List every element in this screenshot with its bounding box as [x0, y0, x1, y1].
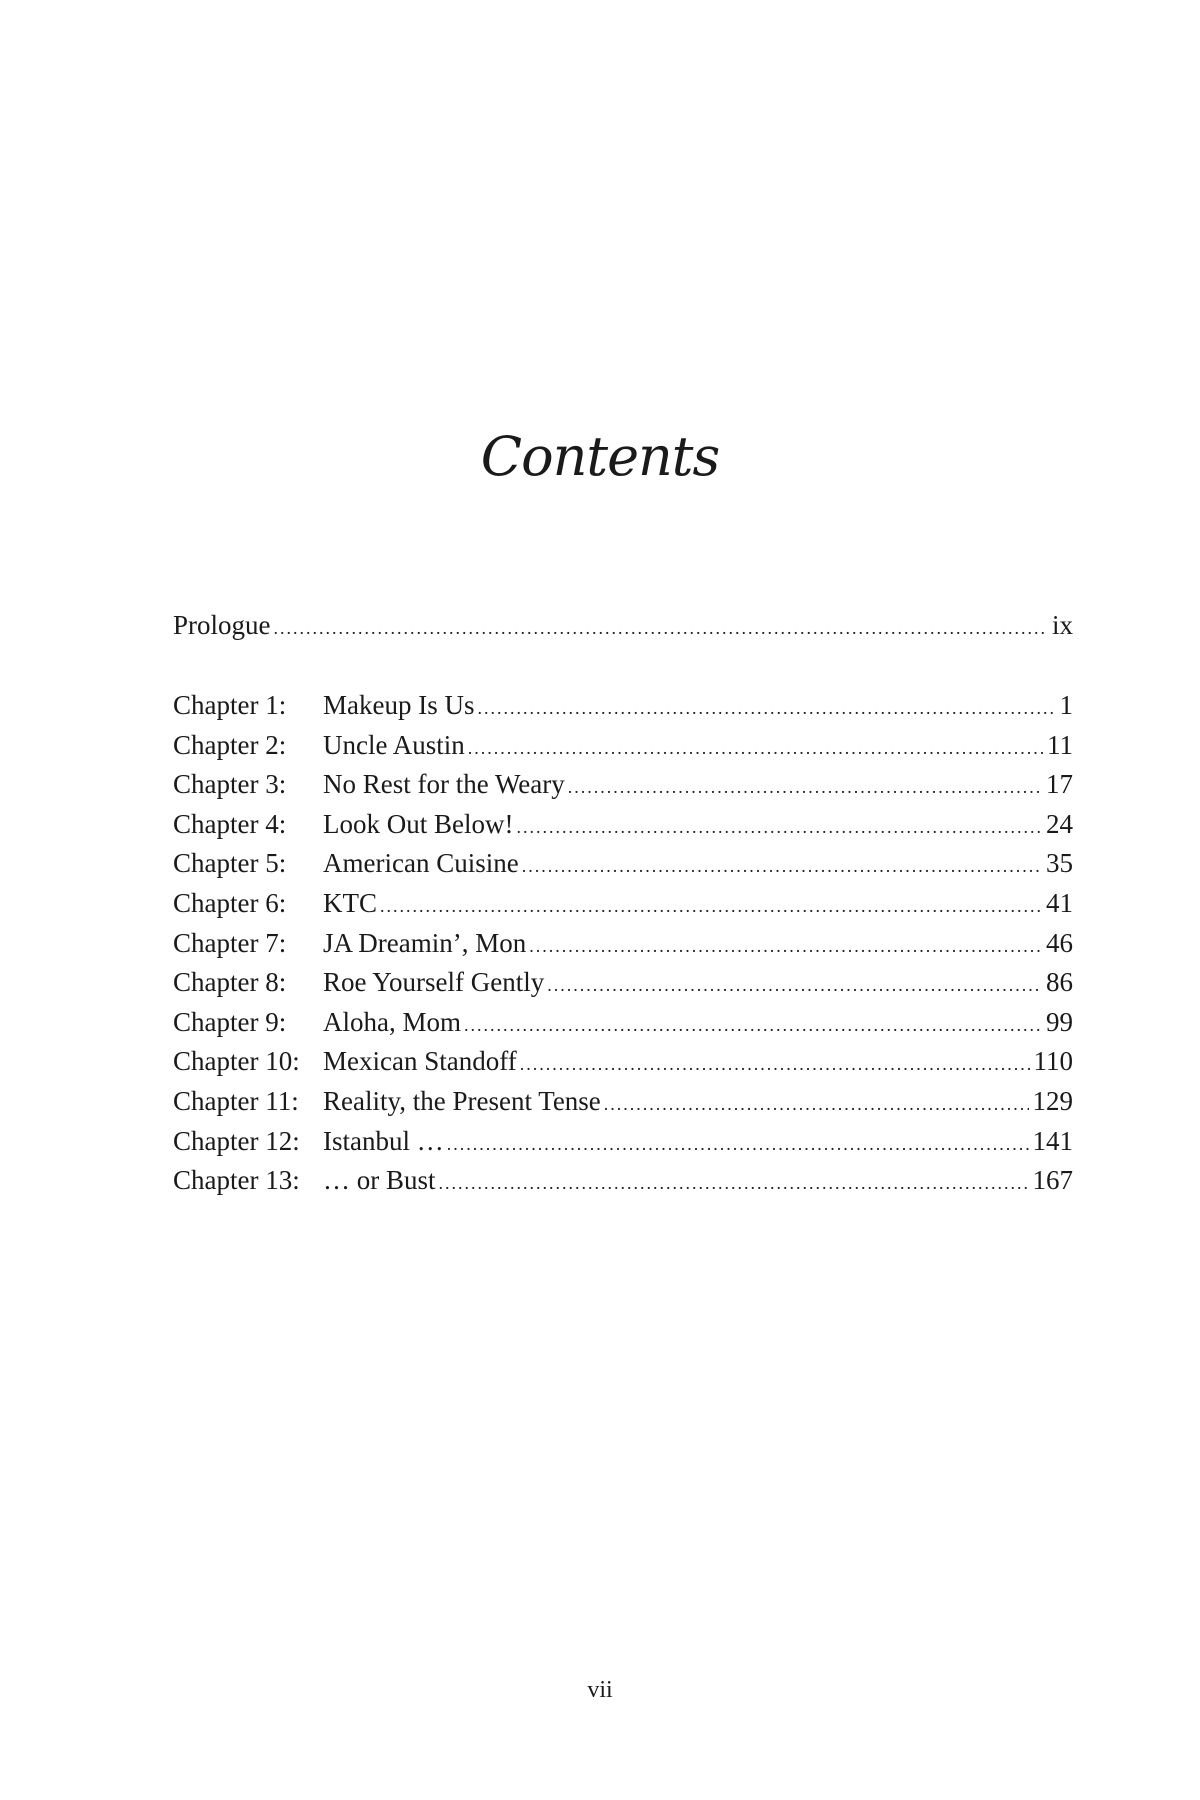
- toc-page-number: 17: [1046, 769, 1073, 800]
- chapter-label: Chapter 10:: [173, 1046, 300, 1077]
- toc-entry[interactable]: [173, 1161, 1073, 1201]
- toc-entry[interactable]: [173, 1082, 1073, 1122]
- toc-entry-title: JA Dreamin’, Mon: [323, 927, 527, 958]
- dot-leader: [604, 1085, 1029, 1125]
- toc-entry[interactable]: [173, 1003, 1073, 1043]
- toc-page-number: 129: [1032, 1085, 1073, 1116]
- toc-entry-title: Uncle Austin: [323, 729, 465, 760]
- dot-leader: [274, 609, 1048, 649]
- dot-leader: [568, 768, 1042, 808]
- page-number: vii: [587, 1677, 613, 1703]
- toc-entry[interactable]: [173, 606, 1073, 646]
- chapter-label: Chapter 6:: [173, 887, 287, 918]
- dot-leader: [547, 966, 1042, 1006]
- chapter-label: Chapter 2:: [173, 729, 287, 760]
- toc-entry-title: Makeup Is Us: [323, 690, 475, 720]
- chapter-label: Chapter 7:: [173, 927, 287, 958]
- toc-entry[interactable]: [173, 1042, 1073, 1082]
- toc-entry-title: Aloha, Mom: [323, 1006, 461, 1037]
- toc-entry[interactable]: [173, 963, 1073, 1003]
- toc-entry-title: KTC: [323, 887, 377, 918]
- dot-leader: [464, 1006, 1042, 1046]
- chapter-label: Chapter 8:: [173, 967, 287, 998]
- toc-page-number: 35: [1046, 848, 1073, 879]
- chapter-label: Chapter 9:: [173, 1006, 287, 1037]
- toc-entry-title: Prologue: [173, 610, 271, 640]
- dot-leader: [477, 689, 1055, 729]
- toc-page-number: 167: [1032, 1165, 1073, 1196]
- chapter-label: Chapter 4:: [173, 808, 287, 839]
- toc-entry-title: Look Out Below!: [323, 808, 514, 839]
- chapter-label: Chapter 13:: [173, 1165, 300, 1196]
- toc-page-number: 99: [1046, 1006, 1073, 1037]
- toc-page-number: 24: [1046, 808, 1073, 839]
- chapter-label: Chapter 5:: [173, 848, 287, 879]
- toc-entry[interactable]: [173, 924, 1073, 964]
- toc-page-number: ix: [1051, 610, 1073, 640]
- dot-leader: [380, 887, 1042, 927]
- toc-entry[interactable]: [173, 765, 1073, 805]
- toc-entry[interactable]: [173, 884, 1073, 924]
- toc-entry-title: No Rest for the Weary: [323, 769, 565, 800]
- dot-leader: [468, 729, 1043, 769]
- chapter-label: Chapter 12:: [173, 1125, 300, 1156]
- dot-leader: [447, 1125, 1029, 1165]
- toc-page-number: 86: [1046, 967, 1073, 998]
- toc-entry[interactable]: [173, 844, 1073, 884]
- toc-page-number: 11: [1047, 729, 1073, 760]
- page-title: Contents: [480, 425, 720, 488]
- toc-entry-title: Mexican Standoff: [323, 1046, 517, 1077]
- dot-leader: [529, 927, 1042, 967]
- toc-entry[interactable]: [173, 686, 1073, 726]
- toc-page-number: 1: [1059, 690, 1073, 720]
- dot-leader: [522, 847, 1042, 887]
- dot-leader: [520, 1045, 1030, 1085]
- toc-entry-title: American Cuisine: [323, 848, 519, 879]
- toc-entry-title: Reality, the Present Tense: [323, 1085, 601, 1116]
- toc-entry-title: Istanbul …: [323, 1125, 444, 1156]
- toc-entry[interactable]: [173, 805, 1073, 845]
- chapter-label: Chapter 1:: [173, 690, 287, 720]
- dot-leader: [439, 1164, 1029, 1204]
- toc-entry-title: … or Bust: [323, 1165, 436, 1196]
- toc-chapter-list: [173, 686, 1073, 1201]
- toc-entry[interactable]: [173, 726, 1073, 766]
- dot-leader: [516, 808, 1042, 848]
- toc-prologue: [173, 606, 1073, 646]
- chapter-label: Chapter 3:: [173, 769, 287, 800]
- toc-page-number: 46: [1046, 927, 1073, 958]
- toc-entry[interactable]: [173, 1122, 1073, 1162]
- toc-entry-title: Roe Yourself Gently: [323, 967, 545, 998]
- toc-page-number: 141: [1032, 1125, 1073, 1156]
- toc-page-number: 41: [1046, 887, 1073, 918]
- toc-page-number: 110: [1033, 1046, 1073, 1077]
- chapter-label: Chapter 11:: [173, 1085, 299, 1116]
